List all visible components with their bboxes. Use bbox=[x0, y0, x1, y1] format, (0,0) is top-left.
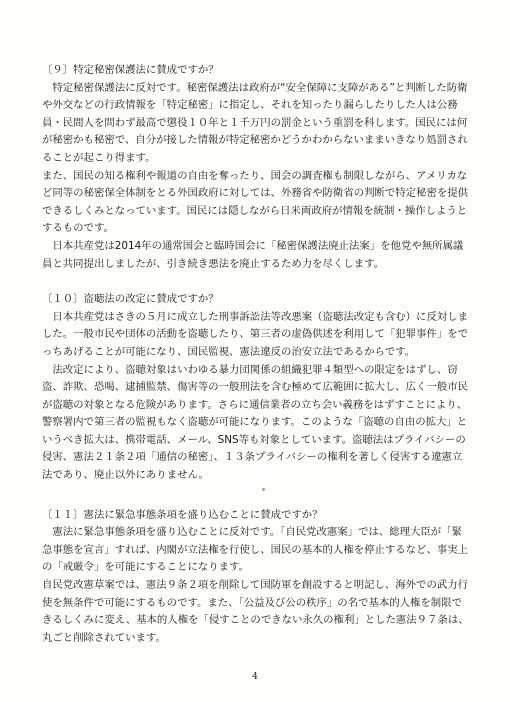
section-11 bbox=[42, 507, 472, 648]
section-10 bbox=[42, 291, 472, 485]
document-body bbox=[42, 62, 472, 647]
paragraph: 法改定により、盗聴対象はいわゆる暴力団関係の組織犯罪４類型への限定をはずし、窃盗、詐欺、恐喝、逮捕監禁、傷害等の一般刑法を含む極めて広範囲に拡大し、広く一般市民が盗聴の対象となる危険があります。さらに通信業者の立ち会い義務をはずすことにより、警察署内で第三者の監視もなく盗聴が可能になります。このような「盗聴の自由の拡大」というべき拡大は、携帯電話、メール、SNS等も対象としています。盗聴法はプライバシーの侵害、憲法２１条２項「通信の秘密」、１３条プライバシーの権利を著しく侵害する違憲立法であり、廃止以外にありません。 bbox=[42, 363, 469, 482]
section-heading: 〔９〕特定秘密保護法に賛成ですか？ bbox=[42, 64, 219, 76]
section-spacer bbox=[42, 273, 472, 291]
paragraph: また、国民の知る権利や報道の自由を奪ったり、国会の調査権も制限しながら、アメリカなど同等の秘密保全体制をとる外国政府に対しては、外務省や防衛省の判断で特定秘密を提供できるしくみとなっています。国民には隠しながら日米両政府が情報を統制・操作しようとするものです。 bbox=[42, 169, 469, 235]
paragraph: 日本共産党は2014年の通常国会と臨時国会に「秘密保護法廃止法案」を他党や無所属議員と共同提出しましたが、引き続き悪法を廃止するため力を尽くします。 bbox=[42, 239, 464, 270]
section-heading: 〔１０〕盗聴法の改定に賛成ですか？ bbox=[42, 293, 219, 306]
paragraph: 日本共産党はさきの５月に成立した刑事訴訟法等改悪案（盗聴法改定も含む）に反対しました。一般市民や団体の活動を盗聴したり、第三者の虚偽供述を利用して「犯罪事件」をでっちあげることが可能になり、国民監視、憲法違反の治安立法であるからです。 bbox=[42, 310, 469, 358]
paragraph: 憲法に緊急事態条項を盛り込むことに反対です。「自民党改憲案」では、総理大臣が「緊急事態を宣言」すれば、内閣が立法権を行使し、国民の基本的人権を停止するなど、事実上の「戒厳令」を可能にすることになります。 bbox=[42, 526, 469, 574]
section-heading: 〔１１〕憲法に緊急事態条項を盛り込むことに賛成ですか？ bbox=[42, 508, 323, 521]
paragraph: 自民党改憲草案では、憲法９条２項を削除して国防軍を創設すると明記し、海外での武力行使を無条件で可能にするものです。また、「公益及び公の秩序」の名で基本的人権を制限できるしくみに変え、基本的人権を「侵すことのできない永久の権利」とした憲法９７条は、丸ごと削除されています。 bbox=[42, 579, 469, 644]
section-9 bbox=[42, 62, 472, 273]
page-number: 4 bbox=[252, 672, 258, 682]
section-spacer bbox=[42, 485, 472, 507]
paragraph: 特定秘密保護法に反対です。秘密保護法は政府が“安全保障に支障がある”と判断した防衛や外交などの行政情報を「特定秘密」に指定し、それを知ったり漏らしたりした人は公務員・民間人を問わず最高で懲役１０年と１千万円の罰金という重罰を科します。国民には何が秘密かも秘密で、自分が接した情報が特定秘密かどうかわからないままいきなり処罰されることが起こり得ます。 bbox=[42, 81, 468, 164]
scan-speck bbox=[262, 488, 265, 491]
